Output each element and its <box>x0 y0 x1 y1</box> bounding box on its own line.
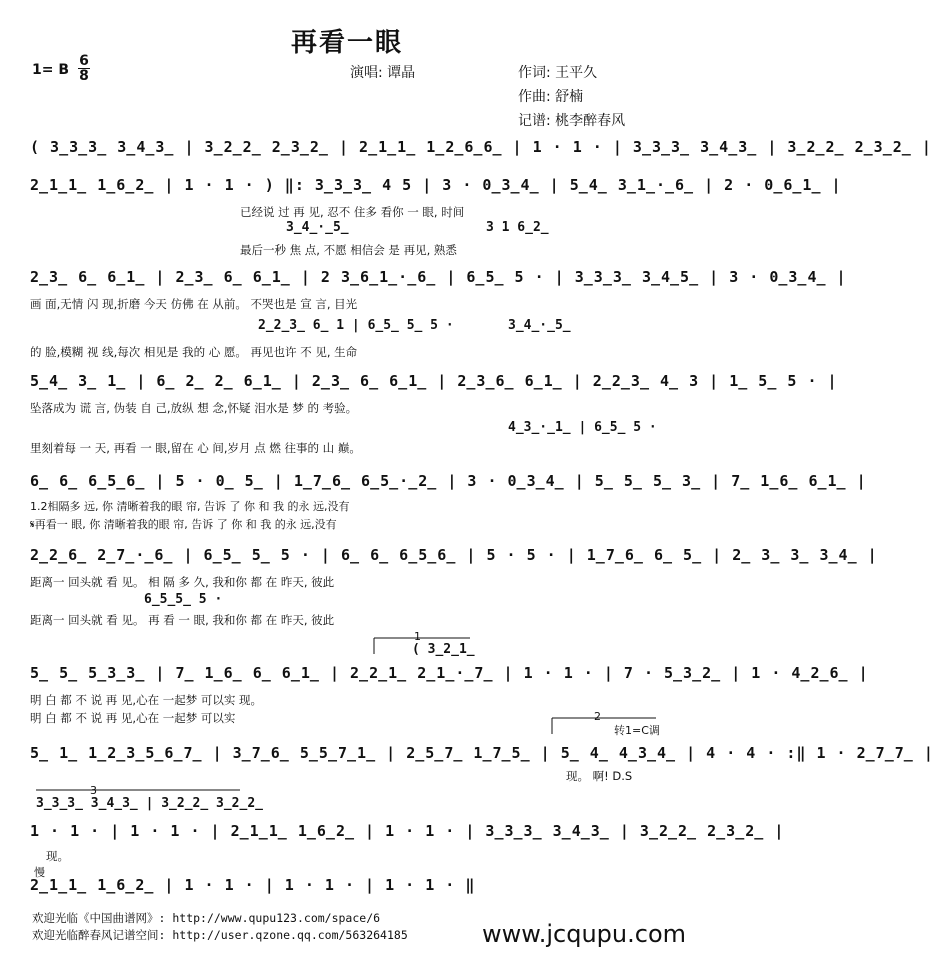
staff-line: 6̲ 6̲ 6̲5̲6̲ | 5 · 0̲ 5̲ | 1̲7̲6̲ 6̲5̲·̲2̲ | 3 · 0̲3̲4̲ | 5̲ 5̲ 5̲ 3̲ | 7̲ 1̲6̲ 6̲1̲ | <box>30 472 867 490</box>
lyric-line: 坠落成为 谎 言, 伪装 自 己,放纵 想 念,怀疑 泪水是 梦 的 考验。 <box>30 401 358 415</box>
volta-1-label: 1 <box>414 630 421 643</box>
meter-top: 6 <box>79 53 89 69</box>
ossia-notes: 3̲3̲3̲ 3̲4̲3̲ | 3̲2̲2̲ 3̲2̲2̲ <box>36 796 263 811</box>
watermark: www.jcqupu.com <box>482 920 686 948</box>
ossia-notes: 4̲3̲·̲1̲ | 6̲5̲ 5 · <box>508 420 657 435</box>
ossia-notes: 2̲2̲3̲ 6̲ 1 | 6̲5̲ 5̲ 5 · <box>258 318 454 333</box>
key-signature: 1= B <box>32 62 70 78</box>
lyric-line: 最后一秒 焦 点, 不愿 相信会 是 再见, 熟悉 <box>240 243 457 257</box>
lyric-line: 1.2相隔多 远, 你 清晰着我的眼 帘, 告诉 了 你 和 我 的永 远,没有 <box>30 500 350 513</box>
singer-credit: 演唱: 谭晶 <box>350 65 416 81</box>
meter-bottom: 8 <box>79 68 89 84</box>
ossia-notes: 3 1 6̲2̲ <box>486 220 549 235</box>
footer-line: 欢迎光临《中国曲谱网》: http://www.qupu123.com/space/6 <box>32 911 381 925</box>
ossia-notes: 3̲4̲·̲5̲ <box>286 220 349 235</box>
footer-line: 欢迎光临醉春风记谱空间: http://user.qzone.qq.com/563264185 <box>32 928 408 942</box>
composer-credit: 作曲: 舒楠 <box>518 89 584 105</box>
ossia-notes: 6̲5̲5̲ 5 · <box>144 592 223 607</box>
ossia-notes: ( 3̲2̲1̲ <box>412 642 475 657</box>
lyric-line: 𝄋再看一 眼, 你 清晰着我的眼 帘, 告诉 了 你 和 我 的永 远,没有 <box>30 518 337 531</box>
song-title: 再看一眼 <box>290 28 403 58</box>
staff-line: ( 3̲3̲3̲ 3̲4̲3̲ | 3̲2̲2̲ 2̲3̲2̲ | 2̲1̲1̲ 1̲2̲6̲6̲ | 1 · 1 · | 3̲3̲3̲ 3̲4̲3̲ | 3̲2̲2̲ 2̲3̲2̲ | <box>30 138 932 156</box>
staff-line: 2̲1̲1̲ 1̲6̲2̲ | 1 · 1 · ) ‖: 3̲3̲3̲ 4 5 | 3 · 0̲3̲4̲ | 5̲4̲ 3̲1̲·̲6̲ | 2 · 0̲6̲1̲ | <box>30 176 842 194</box>
ossia-notes: 3̲4̲·̲5̲ <box>508 318 571 333</box>
lyric-line: 距离一 回头就 看 见。 再 看 一 眼, 我和你 都 在 昨天, 彼此 <box>30 613 335 627</box>
lyric-line: 距离一 回头就 看 见。 相 隔 多 久, 我和你 都 在 昨天, 彼此 <box>30 575 335 589</box>
transcriber-credit: 记谱: 桃李醉春风 <box>518 113 626 129</box>
staff-line: 1 · 1 · | 1 · 1 · | 2̲1̲1̲ 1̲6̲2̲ | 1 · 1 · | 3̲3̲3̲ 3̲4̲3̲ | 3̲2̲2̲ 2̲3̲2̲ | <box>30 822 785 840</box>
staff-line: 2̲1̲1̲ 1̲6̲2̲ | 1 · 1 · | 1 · 1 · | 1 · 1 · ‖ <box>30 876 476 894</box>
staff-line: 5̲4̲ 3̲ 1̲ | 6̲ 2̲ 2̲ 6̲1̲ | 2̲3̲ 6̲ 6̲1̲ | 2̲3̲6̲ 6̲1̲ | 2̲2̲3̲ 4̲ 3 | 1̲ 5̲ 5 · | <box>30 372 838 390</box>
footer <box>32 910 408 944</box>
volta-2-label: 2 <box>594 710 601 723</box>
triplet-mark: 3 <box>90 784 97 797</box>
lyric-line: 明 白 都 不 说 再 见,心在 一起梦 可以实 <box>30 711 236 725</box>
staff-line: 2̲3̲ 6̲ 6̲1̲ | 2̲3̲ 6̲ 6̲1̲ | 2 3̲6̲1̲·̲6̲ | 6̲5̲ 5 · | 3̲3̲3̲ 3̲4̲5̲ | 3 · 0̲3̲4̲ | <box>30 268 847 286</box>
lyric-line: 里刻着每 一 天, 再看 一 眼,留在 心 间,岁月 点 燃 往事的 山 巅。 <box>30 441 361 455</box>
lyric-line: 画 面,无情 闪 现,折磨 今天 仿佛 在 从前。 不哭也是 宣 言, 目光 <box>30 297 358 311</box>
lyricist-credit: 作词: 王平久 <box>518 65 598 81</box>
lyric-line: 的 脸,模糊 视 线,每次 相见是 我的 心 愿。 再见也许 不 见, 生命 <box>30 345 358 359</box>
lyric-line: 现。 啊! D.S <box>566 769 633 783</box>
staff-line: 5̲ 5̲ 5̲3̲3̲ | 7̲ 1̲6̲ 6̲ 6̲1̲ | 2̲2̲1̲ 2̲1̲·̲7̲ | 1 · 1 · | 7 · 5̲3̲2̲ | 1 · 4̲2̲6̲ | <box>30 664 869 682</box>
lyric-line: 明 白 都 不 说 再 见,心在 一起梦 可以实 现。 <box>30 693 263 707</box>
staff-line: 2̲2̲6̲ 2̲7̲·̲6̲ | 6̲5̲ 5̲ 5 · | 6̲ 6̲ 6̲5̲6̲ | 5 · 5 · | 1̲7̲6̲ 6̲ 5̲ | 2̲ 3̲ 3̲ 3̲4̲ | <box>30 546 878 564</box>
modulation-mark: 转1=C调 <box>614 724 660 737</box>
staff-line: 5̲ 1̲ 1̲2̲3̲5̲6̲7̲ | 3̲7̲6̲ 5̲5̲7̲1̲ | 2̲5̲7̲ 1̲7̲5̲ | 5̲ 4̲ 4̲3̲4̲ | 4 · 4 · :‖ 1 · 2̲7̲7̲ | <box>30 744 934 762</box>
lyric-line: 现。 <box>46 849 69 863</box>
lyric-line: 已经说 过 再 见, 忍不 住多 看你 一 眼, 时间 <box>240 205 465 219</box>
tempo-mark: 慢 <box>34 866 45 879</box>
